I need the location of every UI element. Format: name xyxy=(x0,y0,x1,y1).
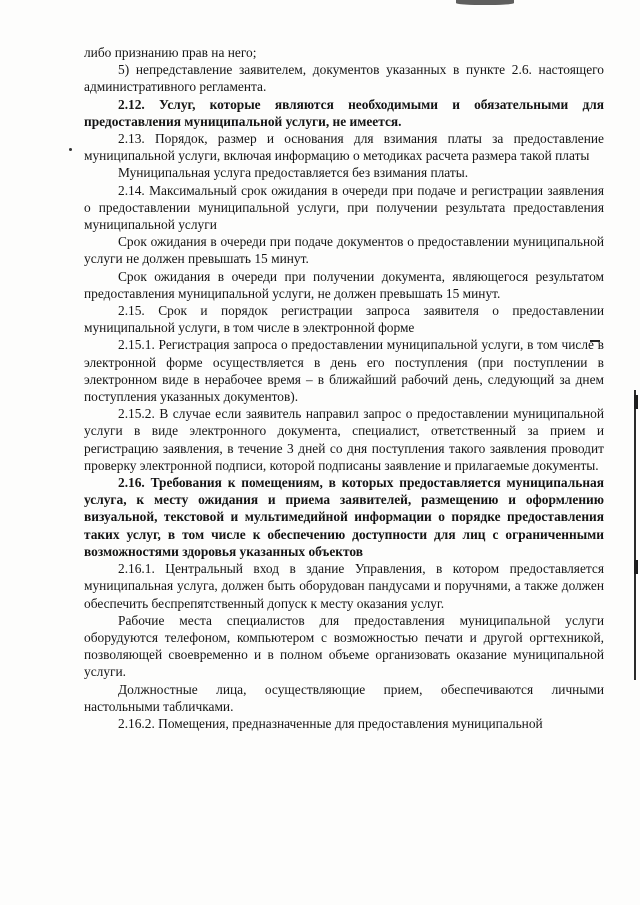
document-body xyxy=(84,44,604,732)
scan-edge-tick xyxy=(634,560,638,574)
paragraph: Муниципальная услуга предоставляется без взимания платы. xyxy=(118,165,469,181)
paragraph: 2.16. Требования к помещениям, в которых предоставляется муниципальная услуга, к месту ожидания и приема заявителей, размещению и оформлению визуальной, текстовой и мультимедийной информации о порядке предоставления таких услуг, в том числе к обеспечению доступности для лиц с ограниченными возможностями здоровья указанных объектов xyxy=(84,475,604,559)
paragraph: Рабочие места специалистов для предоставления муниципальной услуги оборудуются телефоном, компьютером с возможностью печати и другой оргтехникой, позволяющей своевременно и в полном объеме организовать оказание муниципальной услуги. xyxy=(84,612,604,680)
paragraph: 2.14. Максимальный срок ожидания в очереди при подаче и регистрации заявления о предоставлении муниципальной услуги, при получении результата предоставления муниципальной услуги xyxy=(84,182,604,233)
paragraph: Срок ожидания в очереди при подаче документов о предоставлении муниципальной услуги не должен превышать 15 минут. xyxy=(84,234,604,267)
paragraph: 5) непредставление заявителем, документов указанных в пункте 2.6. настоящего административного регламента. xyxy=(84,62,604,95)
scan-edge-line xyxy=(634,390,636,680)
scan-smudge xyxy=(456,0,514,5)
scan-speck xyxy=(69,148,72,151)
paragraph: либо признанию прав на него; xyxy=(84,45,257,60)
paragraph: Должностные лица, осуществляющие прием, обеспечиваются личными настольными табличками. xyxy=(84,681,604,714)
scan-edge-tick xyxy=(634,395,638,409)
paragraph: 2.16.2. Помещения, предназначенные для предоставления муниципальной xyxy=(118,715,543,731)
paragraph: 2.15. Срок и порядок регистрации запроса заявителя о предоставлении муниципальной услуги, в том числе в электронной форме xyxy=(84,303,604,336)
paragraph: 2.16.1. Центральный вход в здание Управления, в котором предоставляется муниципальная услуга, должен быть оборудован пандусами и поручнями, а также должен обеспечить беспрепятственный допуск к месту оказания услуг. xyxy=(84,561,604,611)
paragraph: 2.15.2. В случае если заявитель направил запрос о предоставлении муниципальной услуги в виде электронного документа, специалист, ответственный за прием и регистрацию заявления, в течение 3 дней со дня поступления такого заявления проводит проверку электронной подписи, которой подписаны заявление и прилагаемые документы. xyxy=(84,406,604,473)
paragraph: 2.12. Услуг, которые являются необходимыми и обязательными для предоставления муниципальной услуги, не имеется. xyxy=(84,96,604,129)
paragraph: 2.15.1. Регистрация запроса о предоставлении муниципальной услуги, в том числе в электронной форме осуществляется в день его поступления (при поступлении в электронном виде в нерабочее время – в ближайший рабочий день, следующий за днем поступления указанных документов). xyxy=(84,337,604,405)
paragraph: Срок ожидания в очереди при получении документа, являющегося результатом предоставления муниципальной услуги, не должен превышать 15 минут. xyxy=(84,268,604,301)
paragraph: 2.13. Порядок, размер и основания для взимания платы за предоставление муниципальной услуги, включая информацию о методиках расчета размера такой платы xyxy=(84,131,604,164)
